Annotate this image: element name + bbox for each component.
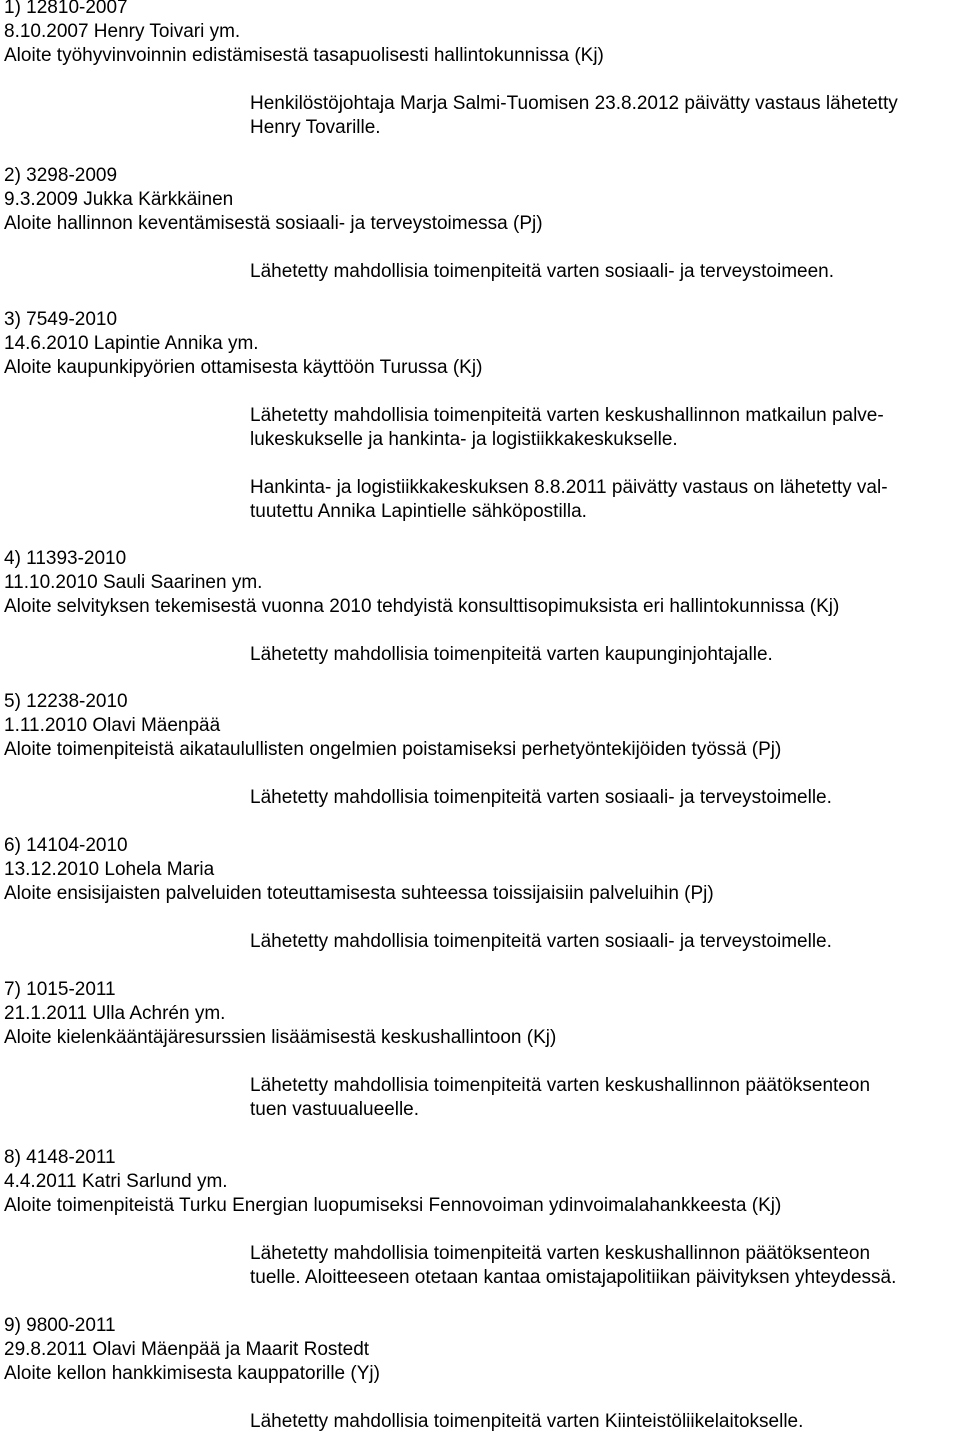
initiative-title: Aloite toimenpiteistä Turku Energian luopumiseksi Fennovoiman ydinvoimalahankkeesta (Kj) [4,1195,782,1216]
initiative-response-line: Hankinta- ja logistiikkakeskuksen 8.8.2011 päivätty vastaus on lähetetty val- [250,477,888,498]
initiative-date-author: 11.10.2010 Sauli Saarinen ym. [4,572,263,593]
initiative-number: 1) 12810-2007 [4,0,128,18]
initiative-date-author: 8.10.2007 Henry Toivari ym. [4,21,241,42]
initiative-response-line: Lähetetty mahdollisia toimenpiteitä varten sosiaali- ja terveystoimelle. [250,787,832,808]
initiative-response-line: Henkilöstöjohtaja Marja Salmi-Tuomisen 23.8.2012 päivätty vastaus lähetetty [250,93,898,114]
initiative-title: Aloite ensisijaisten palveluiden toteuttamisesta suhteessa toissijaisiin palveluihin (Pj) [4,883,714,904]
initiative-number: 9) 9800-2011 [4,1315,116,1336]
initiative-response-line: Lähetetty mahdollisia toimenpiteitä varten sosiaali- ja terveystoimelle. [250,931,832,952]
initiative-date-author: 14.6.2010 Lapintie Annika ym. [4,333,259,354]
initiative-date-author: 13.12.2010 Lohela Maria [4,859,215,880]
initiative-title: Aloite kellon hankkimisesta kauppatorille (Yj) [4,1363,380,1384]
initiative-response-line: tuutettu Annika Lapintielle sähköpostilla. [250,501,587,522]
initiative-title: Aloite kielenkääntäjäresurssien lisäämisestä keskushallintoon (Kj) [4,1027,557,1048]
initiative-response-line: tuelle. Aloitteeseen otetaan kantaa omistajapolitiikan päivityksen yhteydessä. [250,1267,897,1288]
initiative-number: 4) 11393-2010 [4,548,127,569]
initiative-title: Aloite toimenpiteistä aikataulullisten ongelmien poistamiseksi perhetyöntekijöiden työssä (Pj) [4,739,782,760]
initiative-title: Aloite kaupunkipyörien ottamisesta käyttöön Turussa (Kj) [4,357,483,378]
initiative-response-line: tuen vastuualueelle. [250,1099,420,1120]
initiative-response-line: Lähetetty mahdollisia toimenpiteitä varten kaupunginjohtajalle. [250,644,773,665]
initiative-number: 3) 7549-2010 [4,309,118,330]
initiative-response-line: lukeskukselle ja hankinta- ja logistiikkakeskukselle. [250,429,678,450]
initiative-date-author: 9.3.2009 Jukka Kärkkäinen [4,189,234,210]
initiative-response-line: Lähetetty mahdollisia toimenpiteitä varten Kiinteistöliikelaitokselle. [250,1411,804,1432]
initiative-response-line: Lähetetty mahdollisia toimenpiteitä varten keskushallinnon päätöksenteon [250,1243,871,1264]
initiative-response-line: Lähetetty mahdollisia toimenpiteitä varten sosiaali- ja terveystoimeen. [250,261,835,282]
initiative-response-line: Lähetetty mahdollisia toimenpiteitä varten keskushallinnon päätöksenteon [250,1075,871,1096]
initiative-date-author: 21.1.2011 Ulla Achrén ym. [4,1003,226,1024]
initiative-number: 6) 14104-2010 [4,835,128,856]
initiative-title: Aloite selvityksen tekemisestä vuonna 2010 tehdyistä konsulttisopimuksista eri hallintokunnissa (Kj) [4,596,840,617]
initiative-number: 7) 1015-2011 [4,979,116,1000]
initiative-date-author: 29.8.2011 Olavi Mäenpää ja Maarit Rostedt [4,1339,370,1360]
initiative-title: Aloite työhyvinvoinnin edistämisestä tasapuolisesti hallintokunnissa (Kj) [4,45,604,66]
initiative-response-line: Lähetetty mahdollisia toimenpiteitä varten keskushallinnon matkailun palve- [250,405,884,426]
initiative-date-author: 4.4.2011 Katri Sarlund ym. [4,1171,228,1192]
initiative-number: 8) 4148-2011 [4,1147,116,1168]
initiative-number: 5) 12238-2010 [4,691,128,712]
initiative-title: Aloite hallinnon keventämisestä sosiaali- ja terveystoimessa (Pj) [4,213,543,234]
initiative-number: 2) 3298-2009 [4,165,118,186]
initiative-response-line: Henry Tovarille. [250,117,381,138]
initiative-date-author: 1.11.2010 Olavi Mäenpää [4,715,221,736]
